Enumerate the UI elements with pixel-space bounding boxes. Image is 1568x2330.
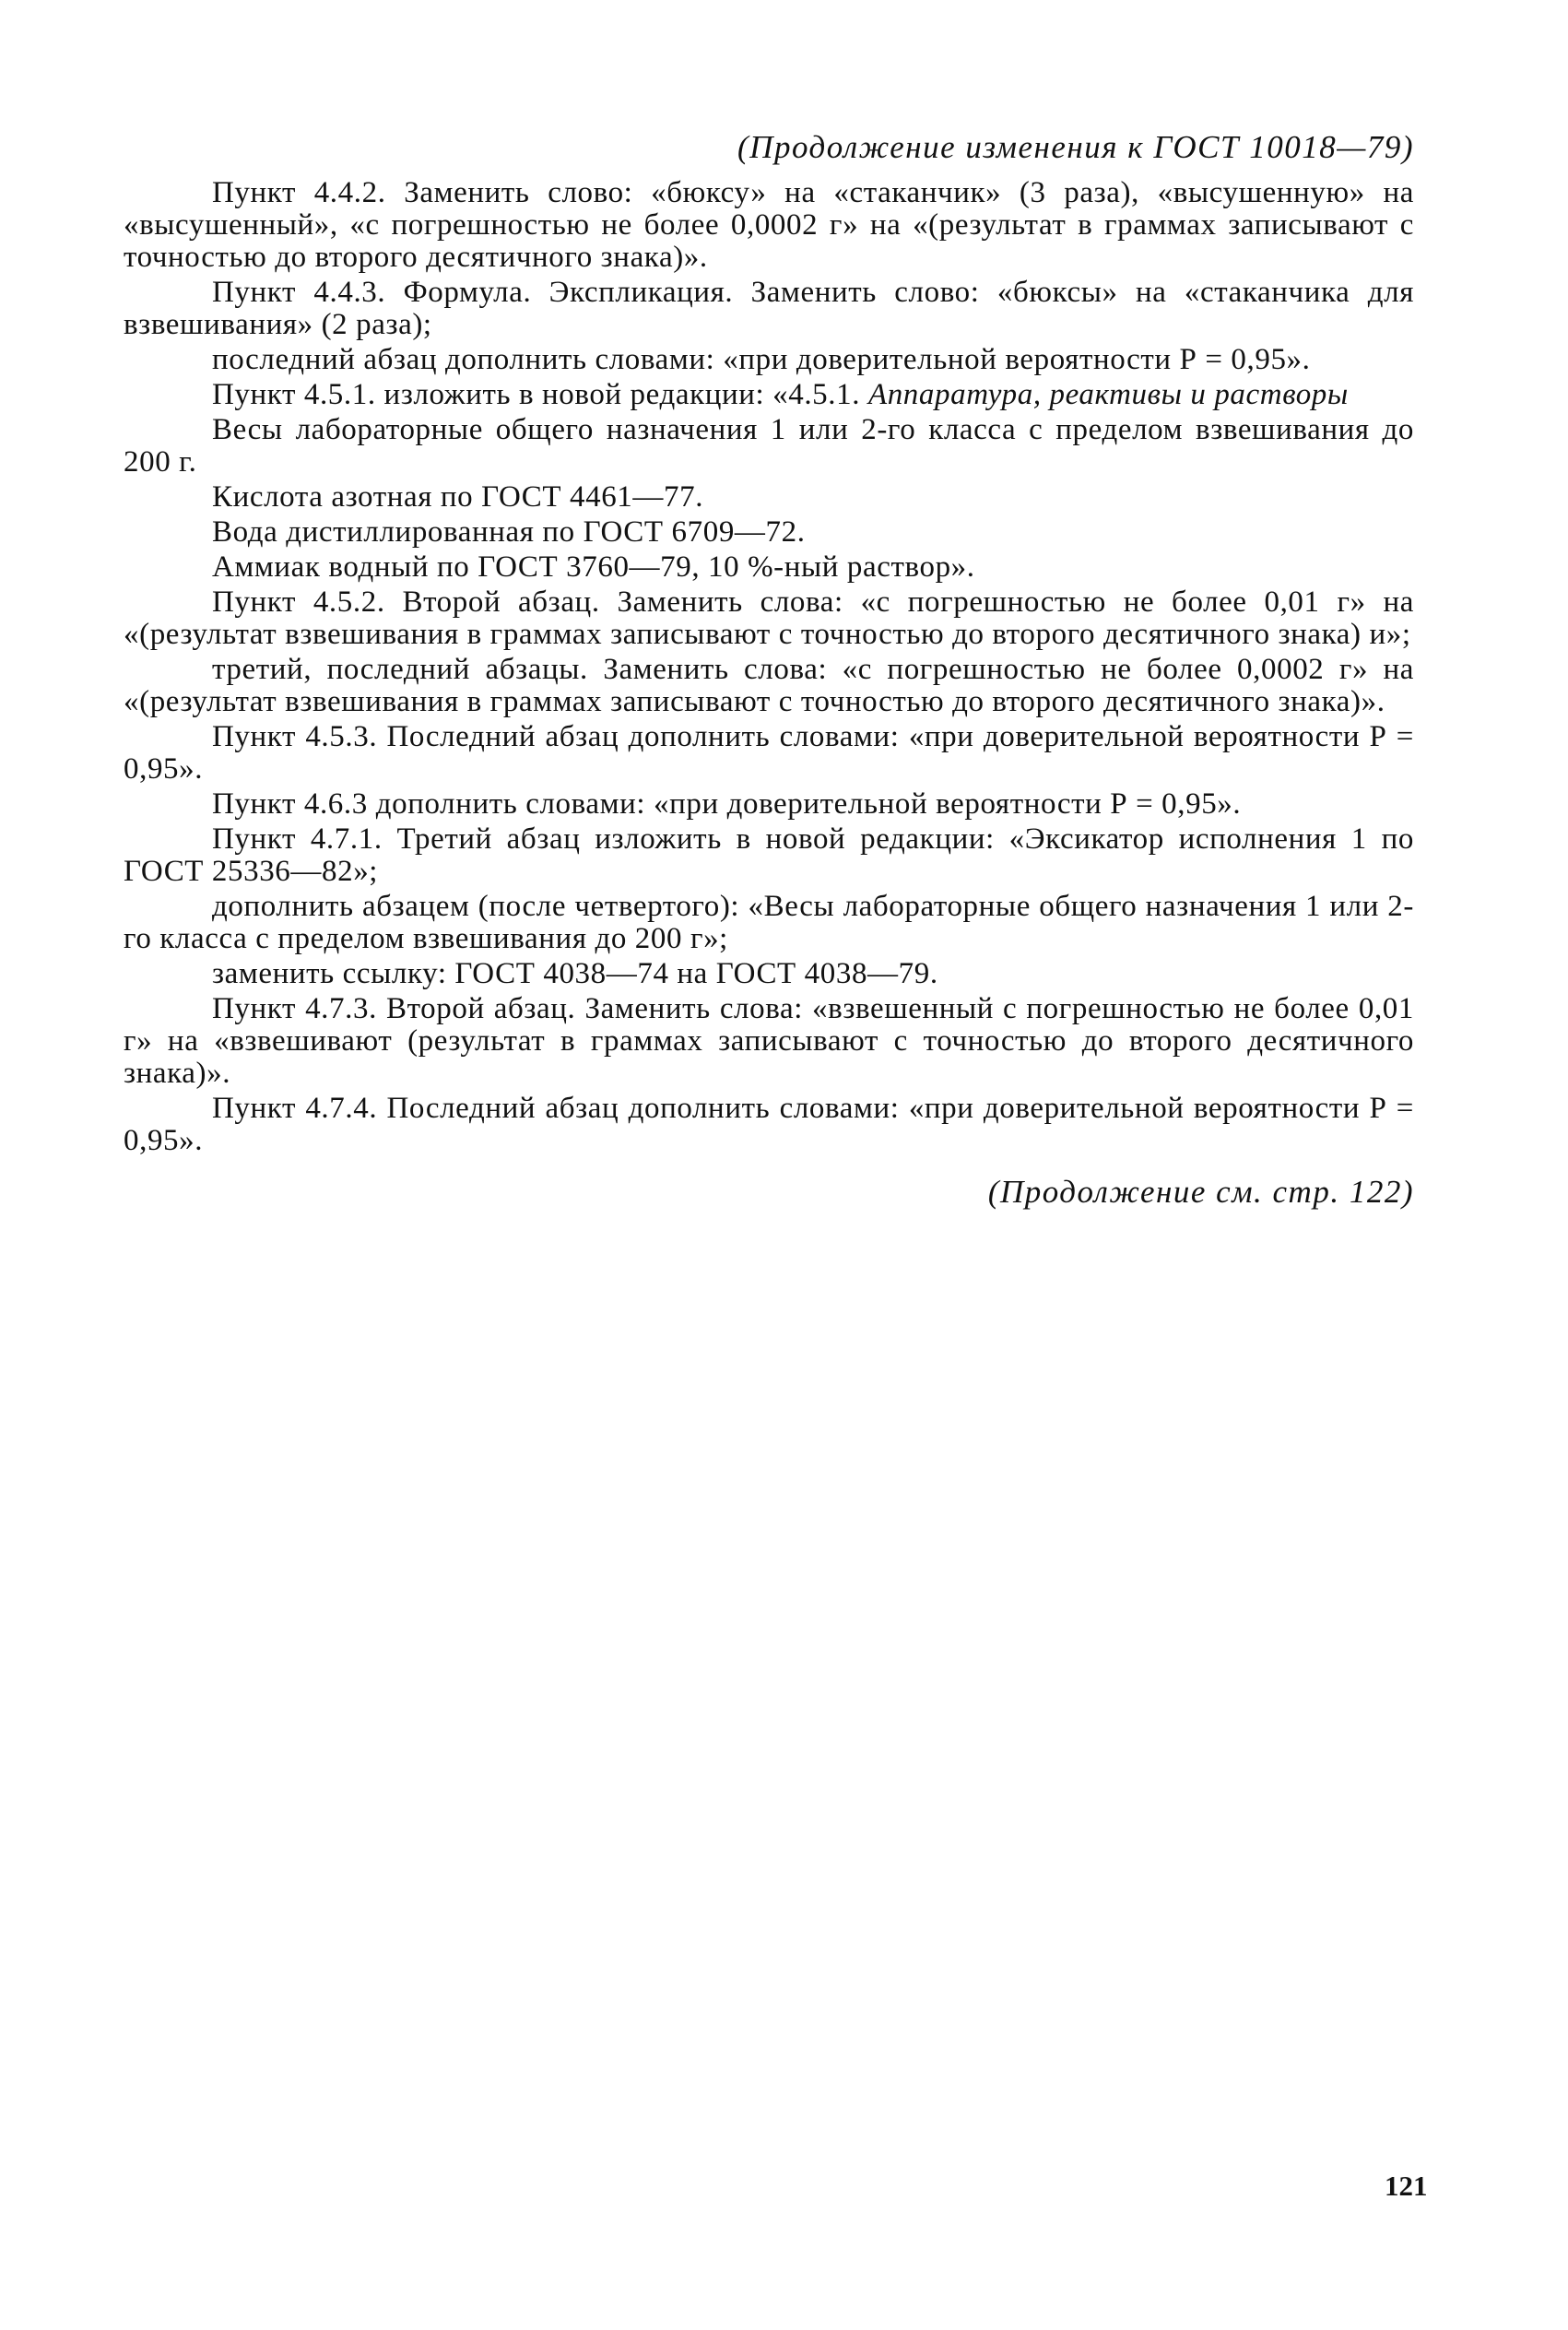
paragraph-4-5-3: Пункт 4.5.3. Последний абзац дополнить словами: «при доверительной вероятности Р = 0,95». xyxy=(124,720,1414,786)
continuation-header: (Продолжение изменения к ГОСТ 10018—79) xyxy=(737,129,1414,165)
paragraph-4-5-2-third: третий, последний абзацы. Заменить слова: «с погрешностью не более 0,0002 г» на «(результат взвешивания в граммах записывают с точностью до второго десятичного знака)». xyxy=(124,653,1414,718)
paragraph-scales: Весы лабораторные общего назначения 1 или 2-го класса с пределом взвешивания до 200 г. xyxy=(124,413,1414,479)
page-number: 121 xyxy=(1385,2170,1428,2202)
paragraph-4-7-1: Пункт 4.7.1. Третий абзац изложить в новой редакции: «Эксикатор исполнения 1 по ГОСТ 25336—82»; xyxy=(124,822,1414,888)
paragraph-nitric-acid: Кислота азотная по ГОСТ 4461—77. xyxy=(212,480,704,514)
paragraph-4-5-1 xyxy=(124,379,1414,411)
paragraph-4-7-1-ref: заменить ссылку: ГОСТ 4038—74 на ГОСТ 4038—79. xyxy=(212,957,938,990)
paragraph-ammonia: Аммиак водный по ГОСТ 3760—79, 10 %-ный раствор». xyxy=(212,550,975,584)
paragraph-4-5-1-text: Пункт 4.5.1. изложить в новой редакции: «4.5.1. xyxy=(212,378,868,411)
paragraph-4-7-4: Пункт 4.7.4. Последний абзац дополнить словами: «при доверительной вероятности Р = 0,95». xyxy=(124,1092,1414,1157)
paragraph-4-4-2: Пункт 4.4.2. Заменить слово: «бюксу» на «стаканчик» (3 раза), «высушенную» на «высушенный», «с погрешностью не более 0,0002 г» на «(результат в граммах записывают с точностью до второго десятичного знака)». xyxy=(124,176,1414,274)
paragraph-4-7-1-add: дополнить абзацем (после четвертого): «Весы лабораторные общего назначения 1 или 2-го класса с пределом взвешивания до 200 г»; xyxy=(124,890,1414,955)
paragraph-4-4-3: Пункт 4.4.3. Формула. Экспликация. Заменить слово: «бюксы» на «стаканчика для взвешивания» (2 раза); xyxy=(124,276,1414,341)
paragraph-4-6-3: Пункт 4.6.3 дополнить словами: «при доверительной вероятности Р = 0,95». xyxy=(212,787,1242,821)
continuation-footer: (Продолжение см. стр. 122) xyxy=(987,1174,1414,1210)
paragraph-distilled-water: Вода дистиллированная по ГОСТ 6709—72. xyxy=(212,515,806,549)
paragraph-4-7-3: Пункт 4.7.3. Второй абзац. Заменить слова: «взвешенный с погрешностью не более 0,01 г» на «взвешивают (результат в граммах записывают с точностью до второго десятичного знака)». xyxy=(124,992,1414,1090)
paragraph-4-4-3-last-abzac: последний абзац дополнить словами: «при доверительной вероятности Р = 0,95». xyxy=(212,343,1311,376)
paragraph-4-5-1-italic-title: Аппаратура, реактивы и растворы xyxy=(867,378,1349,411)
document-page xyxy=(124,129,1414,1243)
paragraph-4-5-2: Пункт 4.5.2. Второй абзац. Заменить слова: «с погрешностью не более 0,01 г» на «(результат взвешивания в граммах записывают с точностью до второго десятичного знака) и»; xyxy=(124,585,1414,651)
